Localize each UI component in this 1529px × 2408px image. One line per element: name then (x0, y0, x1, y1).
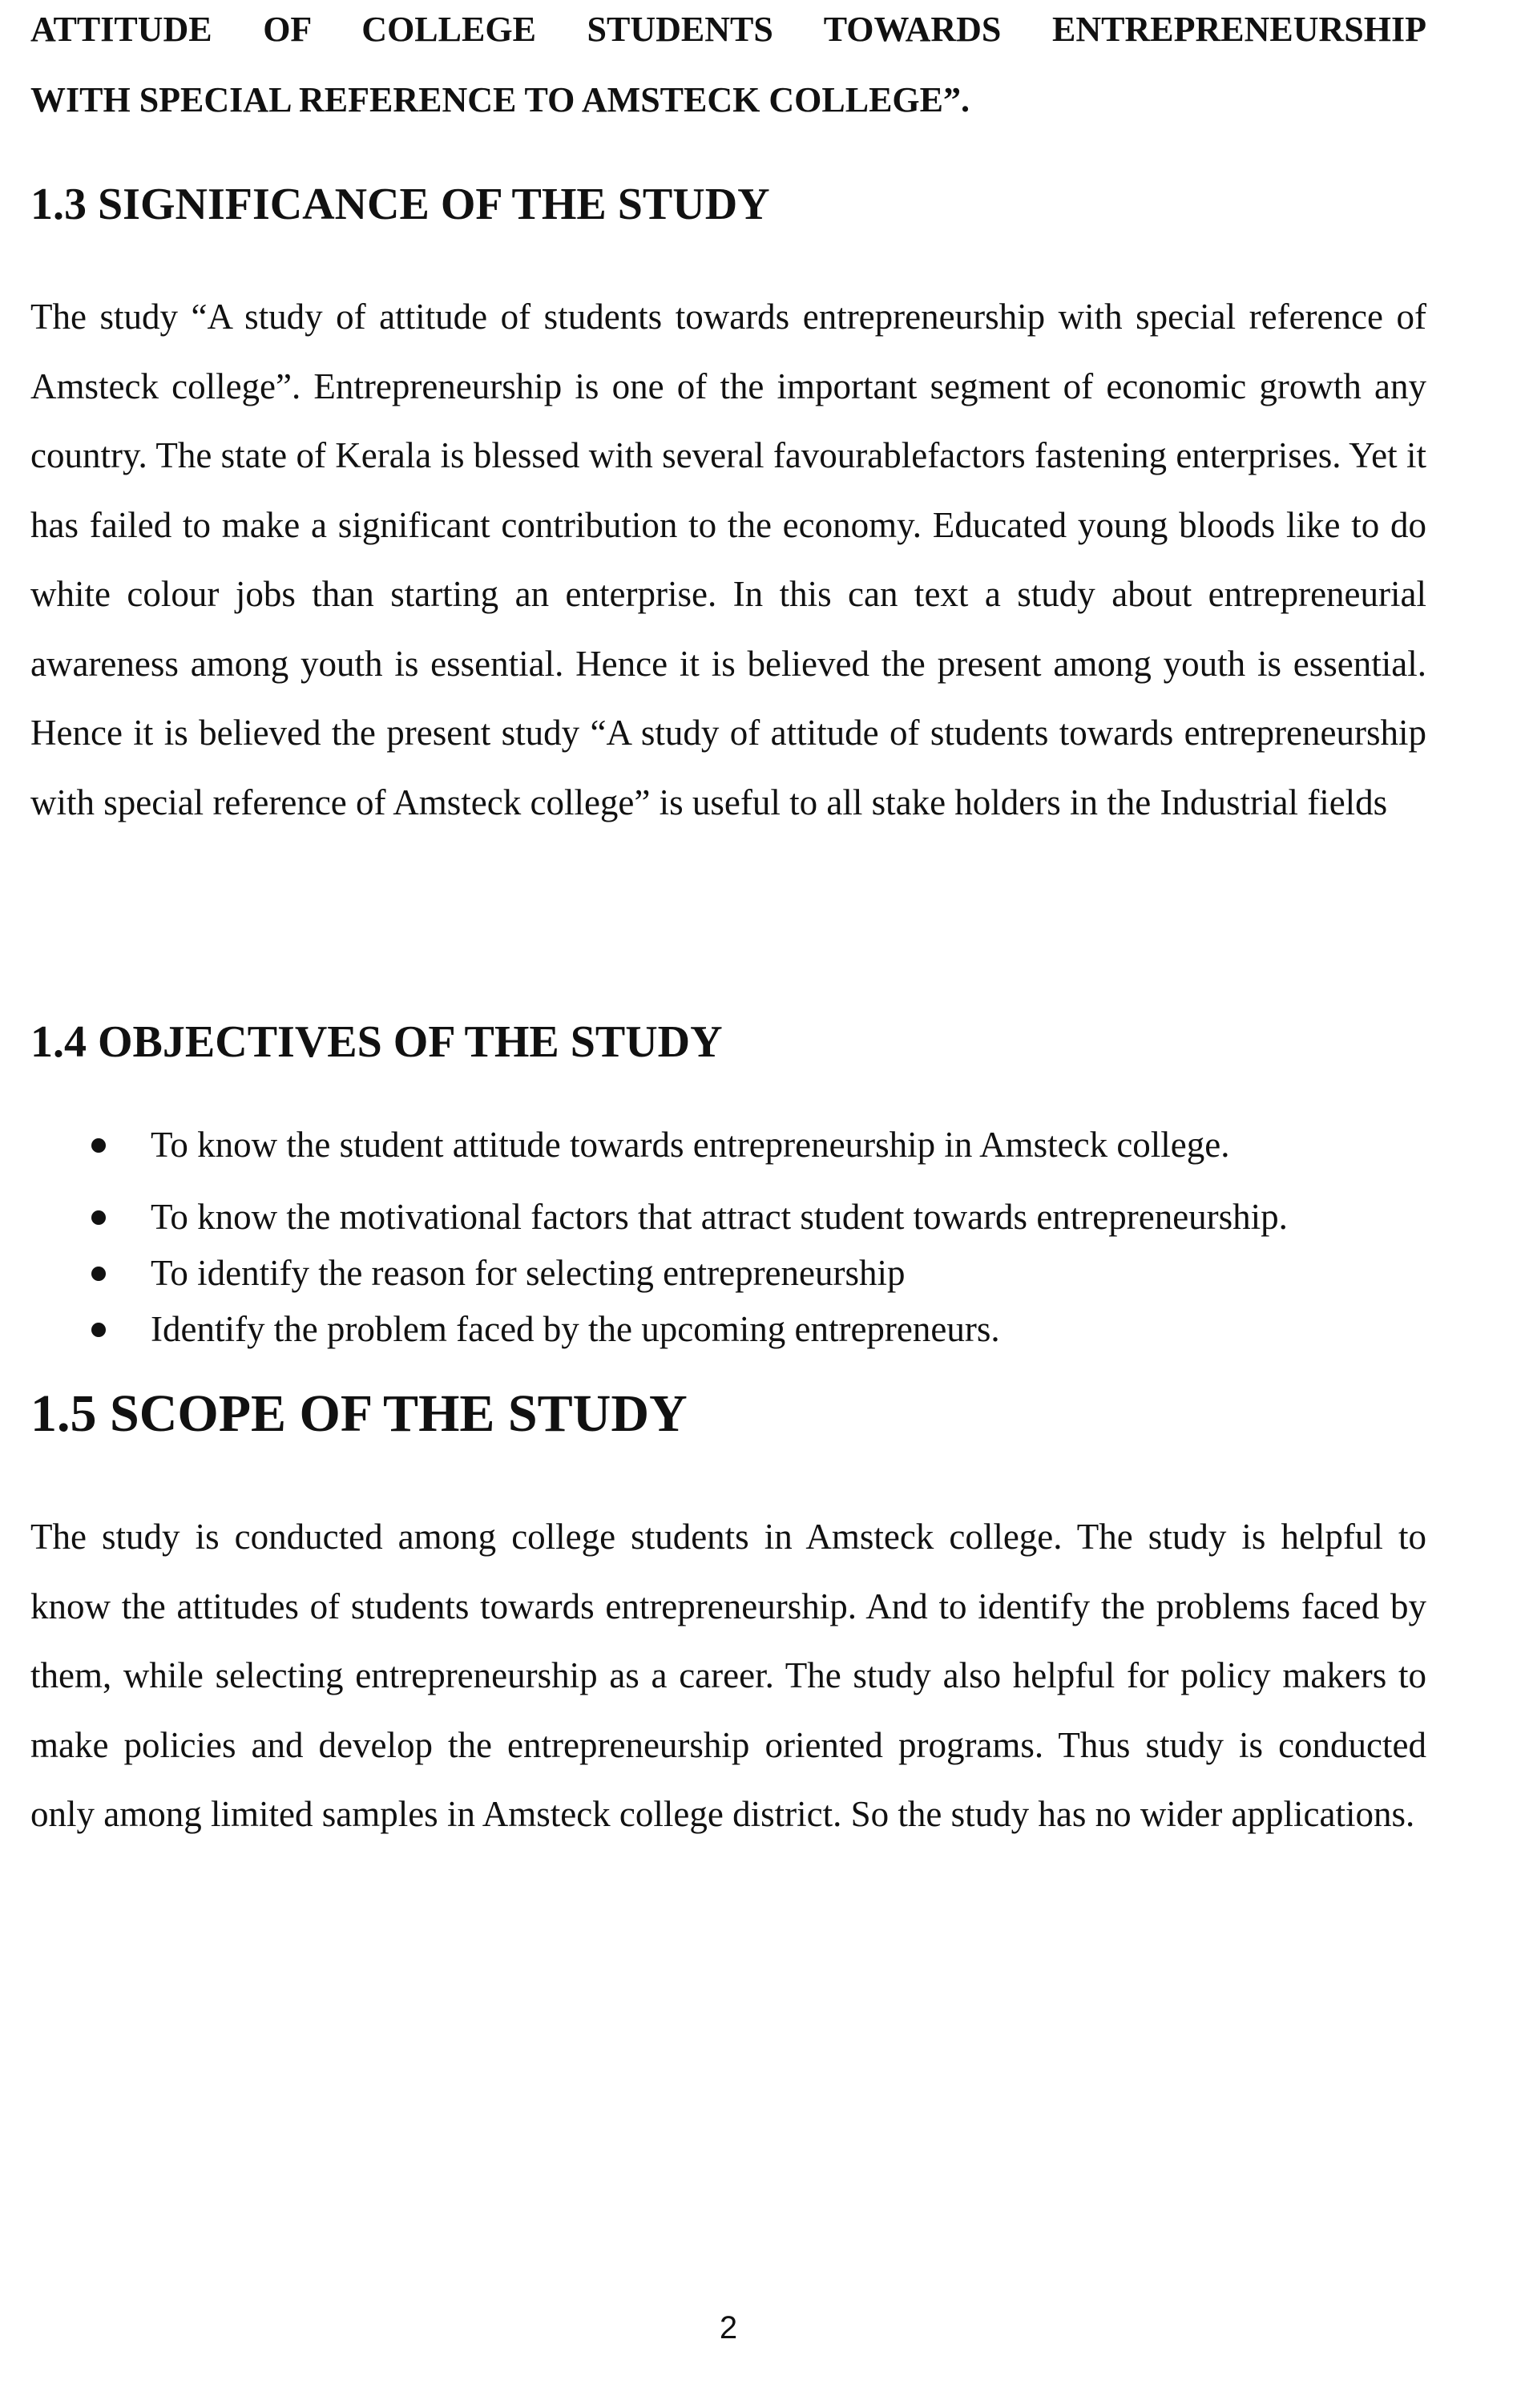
objective-text: Identify the problem faced by the upcoming entrepreneurs. (151, 1309, 1000, 1349)
section-heading-objectives: 1.4 OBJECTIVES OF THE STUDY (30, 1017, 723, 1067)
bullet-icon (91, 1267, 106, 1281)
significance-paragraph: The study “A study of attitude of students towards entrepreneurship with special reference of Amsteck college”. Entrepreneurship is one of the important segment of economic growth any country. The state of Kerala is blessed with several favourablefactors fastening enterprises. Yet it has failed to make a significant contribution to the economy. Educated young bloods like to do white colour jobs than starting an enterprise. In this can text a study about entrepreneurial awareness among youth is essential. Hence it is believed the present among youth is essential. Hence it is believed the present study “A study of attitude of students towards entrepreneurship with special reference of Amsteck college” is useful to all stake holders in the Industrial fields (30, 297, 1426, 822)
bullet-icon (91, 1210, 106, 1225)
section-heading-scope: 1.5 SCOPE OF THE STUDY (30, 1384, 688, 1443)
section-heading-significance: 1.3 SIGNIFICANCE OF THE STUDY (30, 180, 770, 229)
title-line-1: ATTITUDE OF COLLEGE STUDENTS TOWARDS ENTREPRENEURSHIP (30, 10, 1426, 49)
objective-text: To know the student attitude towards entrepreneurship in Amsteck college. (151, 1125, 1230, 1165)
bullet-icon (91, 1138, 106, 1153)
objective-text: To know the motivational factors that attract student towards entrepreneurship. (151, 1197, 1288, 1237)
scope-paragraph: The study is conducted among college students in Amsteck college. The study is helpful to know the attitudes of students towards entrepreneurship. And to identify the problems faced by them, while selecting entrepreneurship as a career. The study also helpful for policy makers to make policies and develop the entrepreneurship oriented programs. Thus study is conducted only among limited samples in Amsteck college district. So the study has no wider applications. (30, 1517, 1426, 1834)
bullet-icon (91, 1323, 106, 1337)
page-number: 2 (719, 2310, 738, 2345)
title-line-2: WITH SPECIAL REFERENCE TO AMSTECK COLLEGE”. (30, 80, 970, 119)
objective-text: To identify the reason for selecting entrepreneurship (151, 1253, 906, 1293)
